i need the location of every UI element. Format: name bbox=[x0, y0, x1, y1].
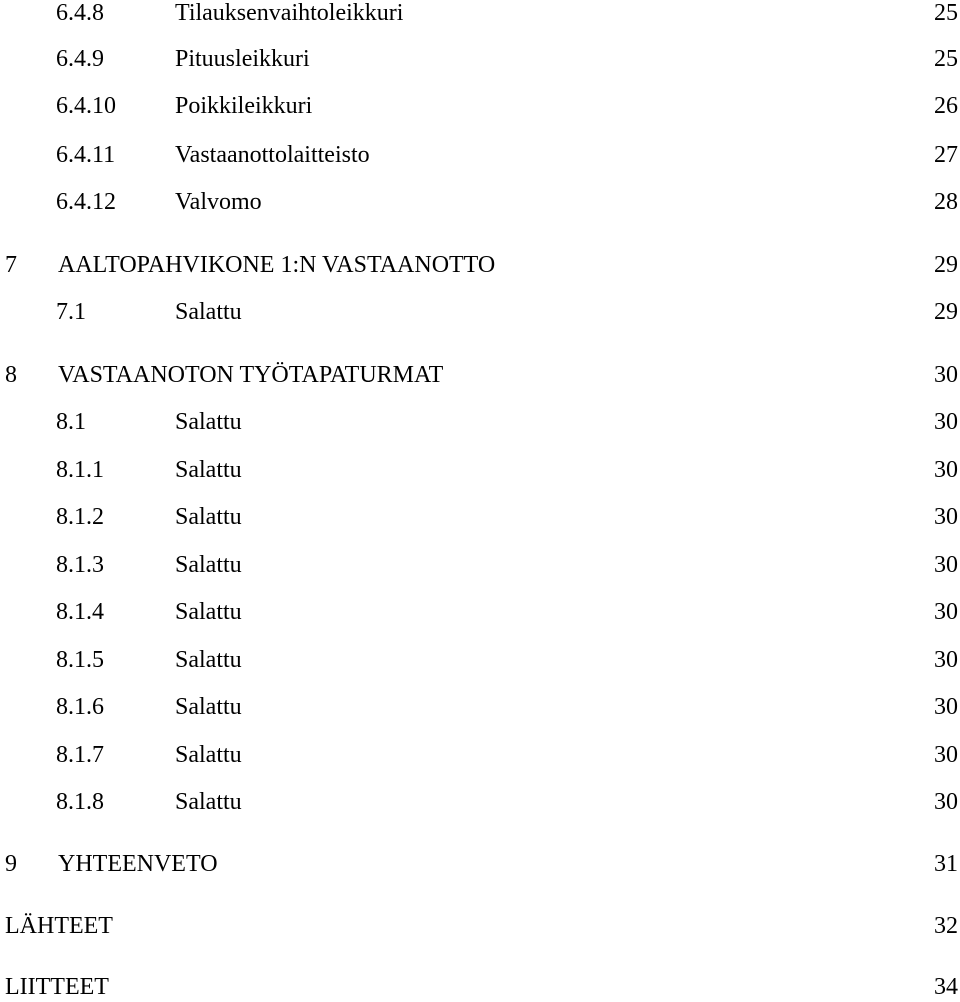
toc-entry-page: 29 bbox=[934, 252, 958, 278]
toc-entry-number: 8.1.6 bbox=[56, 694, 104, 720]
toc-entry[interactable] bbox=[0, 187, 958, 217]
toc-entry-title: Poikkileikkuri bbox=[175, 93, 313, 119]
toc-entry-page: 30 bbox=[934, 789, 958, 815]
toc-entry-title: Vastaanottolaitteisto bbox=[175, 142, 370, 168]
toc-entry-number: 8.1.7 bbox=[56, 742, 104, 768]
toc-entry-title: LIITTEET bbox=[5, 974, 109, 1000]
toc-entry-title: Tilauksenvaihtoleikkuri bbox=[175, 0, 404, 26]
toc-entry-title: Valvomo bbox=[175, 189, 262, 215]
toc-entry[interactable] bbox=[0, 597, 958, 627]
toc-entry[interactable] bbox=[0, 502, 958, 532]
toc-entry-number: 6.4.10 bbox=[56, 93, 116, 119]
toc-entry-page: 29 bbox=[934, 299, 958, 325]
toc-entry-page: 25 bbox=[934, 0, 958, 26]
toc-entry-number: 8.1.3 bbox=[56, 552, 104, 578]
toc-entry-title: Pituusleikkuri bbox=[175, 46, 310, 72]
toc-entry-title: Salattu bbox=[175, 409, 242, 435]
toc-entry[interactable] bbox=[0, 911, 958, 941]
toc-entry-page: 27 bbox=[934, 142, 958, 168]
toc-entry-page: 32 bbox=[934, 913, 958, 939]
toc-entry-number: 6.4.8 bbox=[56, 0, 104, 26]
toc-entry-page: 30 bbox=[934, 409, 958, 435]
toc-entry-page: 34 bbox=[934, 974, 958, 1000]
toc-entry-page: 25 bbox=[934, 46, 958, 72]
toc-entry-number: 8.1.2 bbox=[56, 504, 104, 530]
toc-entry-page: 30 bbox=[934, 599, 958, 625]
toc-entry-title: VASTAANOTON TYÖTAPATURMAT bbox=[58, 362, 444, 388]
toc-entry-page: 30 bbox=[934, 552, 958, 578]
toc-entry-page: 31 bbox=[934, 851, 958, 877]
toc-entry[interactable] bbox=[0, 140, 958, 170]
toc-entry-number: 6.4.9 bbox=[56, 46, 104, 72]
toc-entry-number: 6.4.12 bbox=[56, 189, 116, 215]
toc-entry-number: 9 bbox=[5, 851, 17, 877]
toc-entry-title: YHTEENVETO bbox=[58, 851, 218, 877]
toc-entry[interactable] bbox=[0, 550, 958, 580]
toc-entry[interactable] bbox=[0, 787, 958, 817]
toc-entry-title: Salattu bbox=[175, 694, 242, 720]
toc-entry[interactable] bbox=[0, 740, 958, 770]
toc-entry[interactable] bbox=[0, 0, 958, 28]
toc-entry-title: Salattu bbox=[175, 299, 242, 325]
toc-entry-page: 28 bbox=[934, 189, 958, 215]
toc-entry-title: Salattu bbox=[175, 457, 242, 483]
toc-entry[interactable] bbox=[0, 455, 958, 485]
toc-entry-number: 8.1 bbox=[56, 409, 86, 435]
toc-entry-number: 8.1.1 bbox=[56, 457, 104, 483]
toc-entry-page: 30 bbox=[934, 694, 958, 720]
toc-entry-title: LÄHTEET bbox=[5, 913, 113, 939]
toc-entry-number: 6.4.11 bbox=[56, 142, 116, 168]
toc-entry[interactable] bbox=[0, 972, 958, 1002]
toc-entry-number: 8 bbox=[5, 362, 17, 388]
toc-entry-number: 8.1.4 bbox=[56, 599, 104, 625]
toc-entry-title: Salattu bbox=[175, 599, 242, 625]
toc-entry-title: Salattu bbox=[175, 742, 242, 768]
toc-entry[interactable] bbox=[0, 250, 958, 280]
toc-entry-number: 8.1.5 bbox=[56, 647, 104, 673]
toc-entry-page: 30 bbox=[934, 742, 958, 768]
toc-entry-title: Salattu bbox=[175, 552, 242, 578]
toc-entry-page: 26 bbox=[934, 93, 958, 119]
toc-entry-title: Salattu bbox=[175, 504, 242, 530]
toc-entry-title: AALTOPAHVIKONE 1:N VASTAANOTTO bbox=[58, 252, 496, 278]
toc-entry[interactable] bbox=[0, 360, 958, 390]
toc-entry-page: 30 bbox=[934, 362, 958, 388]
toc-entry[interactable] bbox=[0, 297, 958, 327]
toc-entry-number: 7 bbox=[5, 252, 17, 278]
toc-entry-page: 30 bbox=[934, 457, 958, 483]
toc-entry-title: Salattu bbox=[175, 789, 242, 815]
toc-entry[interactable] bbox=[0, 44, 958, 74]
toc-entry[interactable] bbox=[0, 692, 958, 722]
toc-entry-number: 8.1.8 bbox=[56, 789, 104, 815]
toc-entry-page: 30 bbox=[934, 504, 958, 530]
toc-entry-page: 30 bbox=[934, 647, 958, 673]
toc-entry-title: Salattu bbox=[175, 647, 242, 673]
toc-entry[interactable] bbox=[0, 91, 958, 121]
toc-entry[interactable] bbox=[0, 407, 958, 437]
toc-entry[interactable] bbox=[0, 645, 958, 675]
toc-entry[interactable] bbox=[0, 849, 958, 879]
toc-entry-number: 7.1 bbox=[56, 299, 86, 325]
